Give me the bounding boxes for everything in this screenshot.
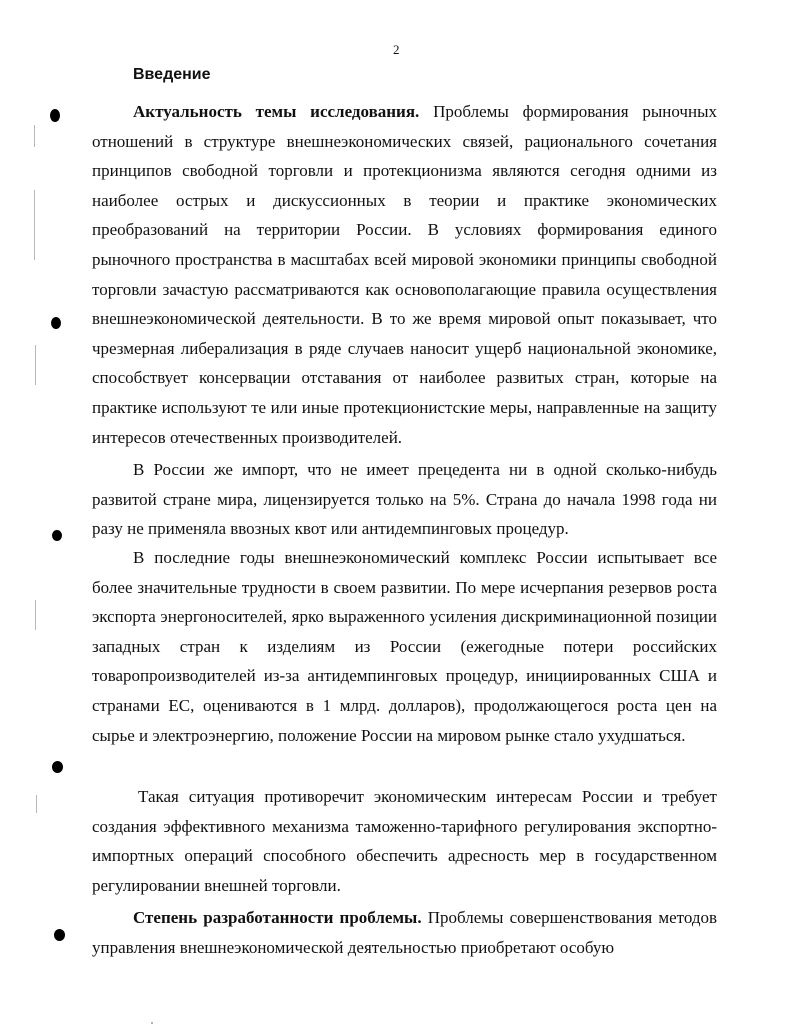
paragraph-trade-difficulties (92, 543, 717, 750)
punch-hole-mark (51, 317, 61, 329)
situation-text: Такая ситуация противоречит экономическим интересам России и требует создания эффективного механизма таможенно-тарифного регулирования экспортно-импортных операций способного обеспечить адресность мер в государственном регулировании внешней торговли. (92, 787, 717, 895)
paragraph-relevance (92, 97, 717, 452)
scan-margin-line (36, 795, 37, 813)
punch-hole-mark (54, 929, 65, 941)
import-licensing-text: В России же импорт, что не имеет прецедента ни в одной сколько-нибудь развитой стране мира, лицензируется только на 5%. Страна до начала 1998 года ни разу не применяла ввозных квот или антидемпинговых процедур. (92, 460, 717, 539)
punch-hole-mark (52, 530, 62, 541)
elaboration-text: Проблемы совершенствования методов управления внешнеэкономической деятельностью приобретают особую (92, 908, 718, 957)
scan-speck (151, 1022, 153, 1024)
trade-difficulties-text: В последние годы внешнеэкономический комплекс России испытывает все более значительные трудности в своем развитии. По мере исчерпания резервов роста экспорта энергоносителей, ярко выраженного усиления дискриминационной позиции западных стран к изделиям из России (ежегодные потери российских товаропроизводителей из-за антидемпинговых процедур, инициированных США и странами ЕС, оцениваются в 1 млрд. долларов), продолжающегося роста цен на сырье и электроэнергию, положение России на мировом рынке стало ухудшаться. (92, 548, 717, 745)
paragraph-elaboration (92, 903, 717, 962)
paragraph-import-licensing (92, 455, 717, 544)
page-number: 2 (393, 42, 400, 57)
scan-margin-line (35, 345, 36, 385)
scan-margin-line (35, 600, 36, 630)
elaboration-lead: Степень разработанности проблемы. (133, 908, 422, 927)
punch-hole-mark (52, 761, 63, 773)
scan-margin-line (34, 190, 35, 260)
paragraph-situation (92, 782, 717, 900)
relevance-lead: Актуальность темы исследования. (133, 102, 420, 121)
punch-hole-mark (50, 109, 60, 122)
scan-margin-line (34, 125, 35, 147)
page-heading: Введение (133, 66, 211, 83)
relevance-text: Проблемы формирования рыночных отношений в структуре внешнеэкономических связей, рационального сочетания принципов свободной торговли и протекционизма являются сегодня одними из наиболее острых и дискуссионных в теории и практике экономических преобразований на территории России. В условиях формирования единого рыночного пространства в масштабах всей мировой экономики принципы свободной торговли зачастую рассматриваются как основополагающие правила осуществления внешнеэкономической деятельности. В то же время мировой опыт показывает, что чрезмерная либерализация в ряде случаев наносит ущерб национальной экономике, способствует консервации отставания от наиболее развитых стран, которые на практике используют те или иные протекционистские меры, направленные на защиту интересов отечественных производителей. (92, 102, 717, 447)
